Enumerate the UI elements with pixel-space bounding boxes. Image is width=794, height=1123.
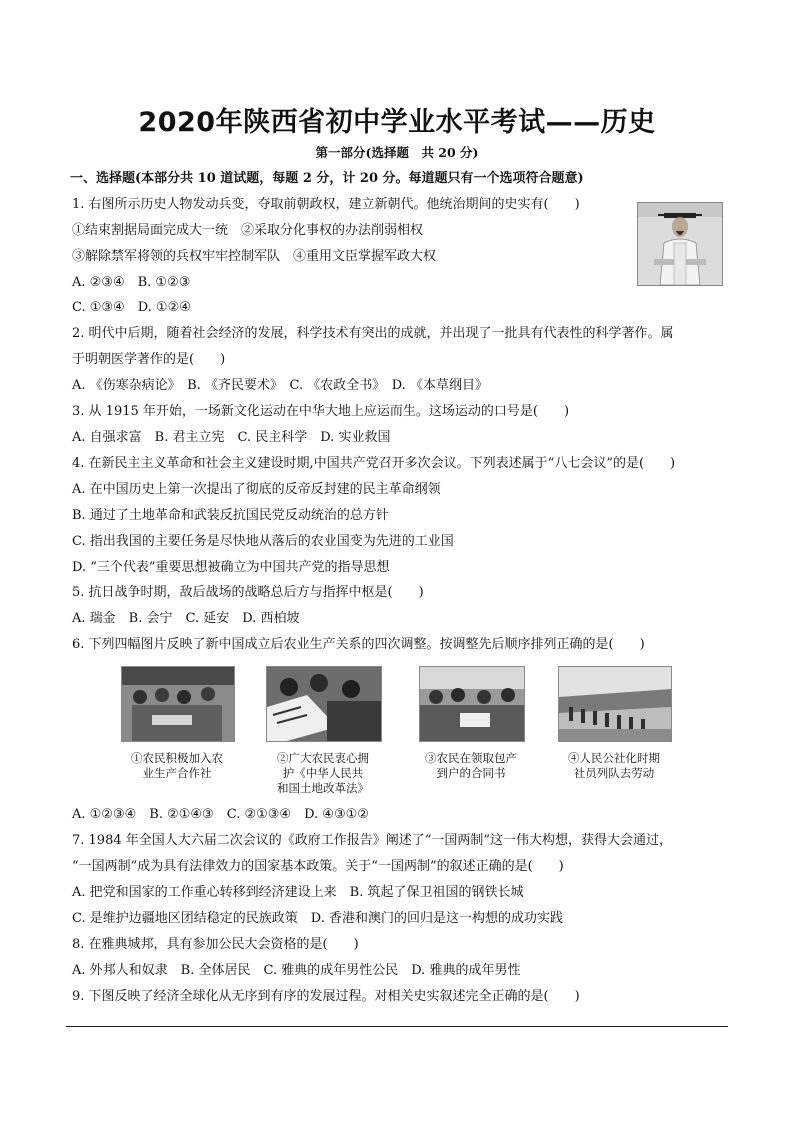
question-line-q6-stem: 6. 下列四幅图片反映了新中国成立后农业生产关系的四次调整。按调整先后顺序排列正确的是( ) — [72, 637, 645, 652]
emperor-portrait-image — [637, 202, 723, 286]
question-line-q7-CD: C. 是维护边疆地区团结稳定的民族政策 D. 香港和澳门的回归是这一构想的成功实践 — [72, 911, 563, 926]
question-line-q1-oA: A. ②③④ B. ①②③ — [72, 275, 191, 290]
coop-photo-image — [121, 666, 235, 742]
question-line-q7-stem2: “一国两制”成为具有法律效力的国家基本政策。关于“一国两制”的叙述正确的是( ) — [72, 859, 564, 874]
question-line-q2-opts: A. 《伤寒杂病论》 B. 《齐民要术》 C. 《农政全书》 D. 《本草纲目》 — [72, 378, 488, 393]
question-line-q8-stem: 8. 在雅典城邦，具有参加公民大会资格的是( ) — [72, 937, 359, 952]
question-line-q1-stem: 1. 右图所示历史人物发动兵变，夺取前朝政权，建立新朝代。他统治期间的史实有( ) — [72, 197, 580, 212]
question-line-q1-oC: C. ①③④ D. ①②④ — [72, 300, 191, 315]
question-line-q4-B: B. 通过了土地革命和武装反抗国民党反动统治的总方针 — [72, 508, 389, 523]
question-line-q7-AB: A. 把党和国家的工作重心转移到经济建设上来 B. 筑起了保卫祖国的钢铁长城 — [72, 885, 524, 900]
question-line-q4-D: D. “三个代表”重要思想被确立为中国共产党的指导思想 — [72, 560, 390, 575]
question-line-q8-opts: A. 外邦人和奴隶 B. 全体居民 C. 雅典的成年男性公民 D. 雅典的成年男性 — [72, 963, 521, 978]
section-header: 一、选择题(本部分共 10 道试题，每题 2 分，计 20 分。每道题只有一个选项符合题意) — [70, 171, 584, 186]
page-title: 2020年陕西省初中学业水平考试——历史 — [138, 107, 656, 138]
question-line-q4-stem: 4. 在新民主主义革命和社会主义建设时期,中国共产党召开多次会议。下列表述属于“八七会议”的是( ) — [72, 456, 676, 471]
land-reform-photo-image — [266, 666, 382, 742]
section-subtitle: 第一部分(选择题 共 20 分) — [315, 145, 479, 160]
question-line-q3-opts: A. 自强求富 B. 君主立宪 C. 民主科学 D. 实业救国 — [72, 430, 391, 445]
question-line-q2-stem2: 于明朝医学著作的是( ) — [72, 352, 226, 367]
question-line-q9-stem: 9. 下图反映了经济全球化从无序到有序的发展过程。对相关史实叙述完全正确的是( ) — [72, 989, 580, 1004]
photo-caption-4: ④人民公社化时期 社员列队去劳动 — [568, 751, 660, 780]
photo-caption-3: ③农民在领取包产 到户的合同书 — [425, 751, 517, 780]
question-line-q7-stem1: 7. 1984 年全国人大六届二次会议的《政府工作报告》阐述了“一国两制”这一伟大构想，获得大会通过， — [72, 833, 673, 848]
question-line-q4-C: C. 指出我国的主要任务是尽快地从落后的农业国变为先进的工业国 — [72, 534, 454, 549]
question-line-q2-stem1: 2. 明代中后期，随着社会经济的发展，科学技术有突出的成就，并出现了一批具有代表性的科学著作。属 — [72, 326, 674, 341]
contract-photo-image — [419, 666, 525, 742]
question-line-q5-stem: 5. 抗日战争时期，敌后战场的战略总后方与指挥中枢是( ) — [72, 585, 424, 600]
footer-divider — [66, 1026, 728, 1027]
question-line-q1-s1: ①结束割据局面完成大一统 ②采取分化事权的办法削弱相权 — [72, 223, 424, 238]
question-line-q6-opts: A. ①②③④ B. ②①④③ C. ②①③④ D. ④③①② — [72, 807, 369, 822]
question-line-q5-opts: A. 瑞金 B. 会宁 C. 延安 D. 西柏坡 — [72, 611, 300, 626]
photo-caption-2: ②广大农民衷心拥 护《中华人民共 和国土地改革法》 — [277, 751, 369, 795]
question-line-q3-stem: 3. 从 1915 年开始，一场新文化运动在中华大地上应运而生。这场运动的口号是( ) — [72, 404, 570, 419]
question-line-q4-A: A. 在中国历史上第一次提出了彻底的反帝反封建的民主革命纲领 — [72, 482, 441, 497]
commune-photo-image — [558, 666, 672, 742]
photo-caption-1: ①农民积极加入农 业生产合作社 — [131, 751, 223, 780]
question-line-q1-s2: ③解除禁军将领的兵权牢牢控制军队 ④重用文臣掌握军政大权 — [72, 249, 437, 264]
